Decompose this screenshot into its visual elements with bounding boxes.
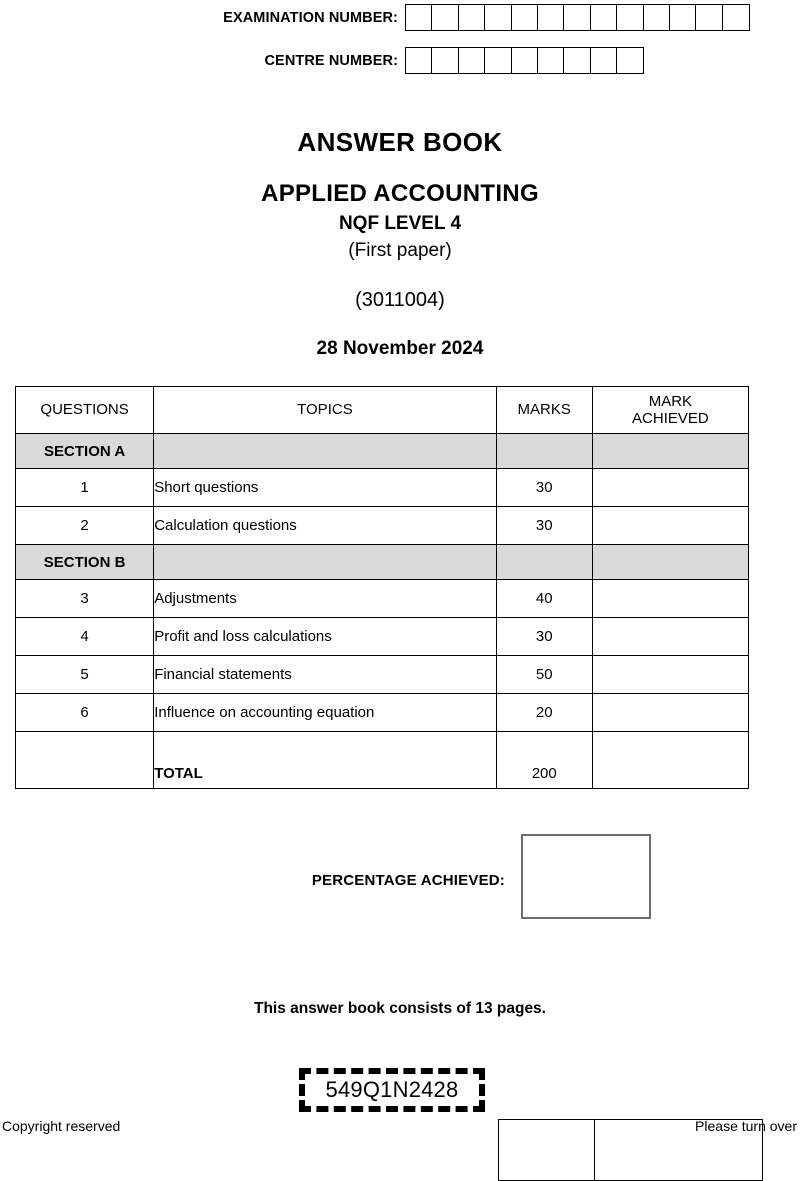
centre-number-label: CENTRE NUMBER:	[264, 52, 398, 69]
examination-number-cell-10[interactable]	[643, 4, 671, 31]
row-mark-achieved-input[interactable]	[592, 469, 748, 507]
examination-number-cell-9[interactable]	[616, 4, 644, 31]
total-marks: 200	[496, 732, 592, 789]
row-topic: Short questions	[154, 469, 496, 507]
row-question-number: 6	[16, 694, 154, 732]
centre-number-cell-4[interactable]	[484, 47, 512, 74]
row-topic: Financial statements	[154, 656, 496, 694]
footer-copyright: Copyright reserved	[2, 1118, 121, 1134]
examination-number-cell-1[interactable]	[405, 4, 433, 31]
nqf-level-title: NQF LEVEL 4	[338, 213, 462, 234]
examination-number-cell-3[interactable]	[458, 4, 486, 31]
examination-number-row	[175, 4, 750, 31]
total-label: TOTAL	[154, 732, 496, 789]
section-label: SECTION A	[16, 434, 154, 469]
row-question-number: 4	[16, 618, 154, 656]
header-mark-achieved-line2: ACHIEVED	[632, 410, 709, 427]
centre-number-cell-1[interactable]	[405, 47, 433, 74]
examination-number-cell-2[interactable]	[431, 4, 459, 31]
table-row	[16, 618, 749, 656]
centre-number-cell-5[interactable]	[511, 47, 539, 74]
examination-number-cell-8[interactable]	[590, 4, 618, 31]
paper-subtitle: (First paper)	[348, 240, 452, 261]
header-marks: MARKS	[496, 387, 592, 434]
subject-title: APPLIED ACCOUNTING	[261, 180, 539, 207]
section-label: SECTION B	[16, 545, 154, 580]
centre-number-cell-2[interactable]	[431, 47, 459, 74]
centre-number-input-grid[interactable]	[405, 47, 644, 74]
total-mark-achieved-input[interactable]	[592, 732, 748, 789]
row-marks: 30	[496, 469, 592, 507]
section-achieved-blank	[592, 434, 748, 469]
examination-number-cell-13[interactable]	[722, 4, 750, 31]
row-mark-achieved-input[interactable]	[592, 694, 748, 732]
section-achieved-blank	[592, 545, 748, 580]
row-topic: Adjustments	[154, 580, 496, 618]
row-topic: Calculation questions	[154, 507, 496, 545]
examination-number-cell-5[interactable]	[511, 4, 539, 31]
percentage-achieved-label: PERCENTAGE ACHIEVED:	[311, 872, 505, 889]
centre-number-cell-6[interactable]	[537, 47, 565, 74]
row-topic: Influence on accounting equation	[154, 694, 496, 732]
table-header-row	[16, 387, 749, 434]
row-question-number: 5	[16, 656, 154, 694]
total-row	[16, 732, 749, 789]
examination-number-cell-12[interactable]	[695, 4, 723, 31]
examination-number-cell-4[interactable]	[484, 4, 512, 31]
section-marks-blank	[496, 434, 592, 469]
examination-number-cell-11[interactable]	[669, 4, 697, 31]
header-mark-achieved-line1: MARK	[648, 392, 693, 410]
header-questions: QUESTIONS	[16, 387, 154, 434]
section-marks-blank	[496, 545, 592, 580]
examination-number-input-grid[interactable]	[405, 4, 750, 31]
row-question-number: 2	[16, 507, 154, 545]
percentage-achieved-block	[0, 832, 800, 928]
row-marks: 30	[496, 507, 592, 545]
section-topic-blank	[154, 434, 496, 469]
header-topics: TOPICS	[154, 387, 496, 434]
row-question-number: 1	[16, 469, 154, 507]
examination-number-cell-6[interactable]	[537, 4, 565, 31]
header-mark-achieved	[592, 387, 748, 434]
total-blank	[16, 732, 154, 789]
row-question-number: 3	[16, 580, 154, 618]
footer-turn-over: Please turn over	[695, 1118, 797, 1134]
table-row	[16, 694, 749, 732]
row-mark-achieved-input[interactable]	[592, 618, 748, 656]
row-marks: 40	[496, 580, 592, 618]
exam-code-text: 549Q1N2428	[325, 1077, 459, 1102]
row-marks: 50	[496, 656, 592, 694]
total-row-emphasis-divider	[594, 1119, 595, 1181]
row-marks: 20	[496, 694, 592, 732]
table-row	[16, 507, 749, 545]
marks-table	[15, 386, 749, 789]
subject-code: (3011004)	[355, 289, 445, 311]
row-topic: Profit and loss calculations	[154, 618, 496, 656]
centre-number-cell-8[interactable]	[590, 47, 618, 74]
exam-date: 28 November 2024	[316, 338, 484, 359]
table-row	[16, 469, 749, 507]
centre-number-row	[175, 47, 644, 74]
percentage-achieved-input[interactable]	[521, 834, 651, 919]
marks-table-container	[15, 386, 749, 789]
section-header-row	[16, 545, 749, 580]
row-mark-achieved-input[interactable]	[592, 507, 748, 545]
table-row	[16, 656, 749, 694]
row-mark-achieved-input[interactable]	[592, 656, 748, 694]
candidate-identity-block	[0, 0, 800, 92]
section-header-row	[16, 434, 749, 469]
section-topic-blank	[154, 545, 496, 580]
centre-number-cell-3[interactable]	[458, 47, 486, 74]
exam-code-badge	[299, 1068, 485, 1112]
centre-number-cell-7[interactable]	[563, 47, 591, 74]
centre-number-cell-9[interactable]	[616, 47, 644, 74]
examination-number-label: EXAMINATION NUMBER:	[223, 9, 398, 26]
table-row	[16, 580, 749, 618]
row-marks: 30	[496, 618, 592, 656]
row-mark-achieved-input[interactable]	[592, 580, 748, 618]
examination-number-cell-7[interactable]	[563, 4, 591, 31]
answer-book-title: ANSWER BOOK	[297, 127, 503, 157]
page-count-note: This answer book consists of 13 pages.	[253, 1000, 546, 1017]
